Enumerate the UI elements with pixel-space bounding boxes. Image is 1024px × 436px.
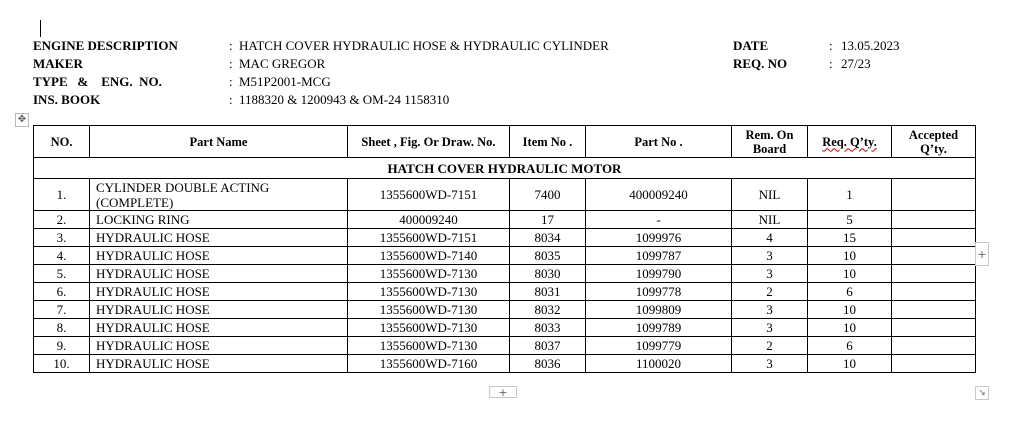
table-row <box>34 265 976 283</box>
header-value: 13.05.2023 <box>841 38 900 53</box>
header-left <box>33 37 683 109</box>
table-row <box>34 179 976 211</box>
cell-rem-on-board[interactable]: 2 <box>732 337 808 355</box>
cell-sheet[interactable]: 1355600WD-7130 <box>348 319 510 337</box>
header-field-ins-book <box>33 91 683 109</box>
cell-no[interactable]: 3. <box>34 229 90 247</box>
cell-part-no[interactable]: 1099789 <box>586 319 732 337</box>
col-header-no: NO. <box>34 126 90 158</box>
cell-accepted-qty[interactable] <box>892 355 976 373</box>
cell-no[interactable]: 4. <box>34 247 90 265</box>
cell-item-no[interactable]: 7400 <box>510 179 586 211</box>
col-header-req-qty-text: Req. Q’ty. <box>822 134 877 149</box>
cell-part-no[interactable]: 1099787 <box>586 247 732 265</box>
add-column-button[interactable] <box>975 242 989 266</box>
header-value: MAC GREGOR <box>239 56 326 71</box>
cell-rem-on-board[interactable]: 4 <box>732 229 808 247</box>
cell-accepted-qty[interactable] <box>892 319 976 337</box>
cell-accepted-qty[interactable] <box>892 179 976 211</box>
cell-accepted-qty[interactable] <box>892 337 976 355</box>
cell-item-no[interactable]: 8032 <box>510 301 586 319</box>
cell-no[interactable]: 1. <box>34 179 90 211</box>
text-cursor <box>40 20 41 37</box>
table-row <box>34 229 976 247</box>
cell-req-qty[interactable]: 10 <box>808 355 892 373</box>
table-row <box>34 211 976 229</box>
col-header-rem-on-board: Rem. On Board <box>732 126 808 158</box>
cell-part-name[interactable]: HYDRAULIC HOSE <box>90 265 348 283</box>
header-right <box>733 37 933 73</box>
cell-accepted-qty[interactable] <box>892 301 976 319</box>
header-value: M51P2001-MCG <box>239 74 331 89</box>
cell-sheet[interactable]: 1355600WD-7160 <box>348 355 510 373</box>
add-row-button[interactable] <box>489 386 517 398</box>
cell-item-no[interactable]: 8035 <box>510 247 586 265</box>
cell-part-no[interactable]: 400009240 <box>586 179 732 211</box>
header-field-date <box>733 37 933 55</box>
table-row <box>34 337 976 355</box>
cell-no[interactable]: 9. <box>34 337 90 355</box>
cell-part-no[interactable]: 1099779 <box>586 337 732 355</box>
cell-accepted-qty[interactable] <box>892 283 976 301</box>
header-colon: : <box>829 56 833 71</box>
col-header-accepted-qty <box>892 126 976 158</box>
cell-sheet[interactable]: 1355600WD-7151 <box>348 229 510 247</box>
header-field-req-no <box>733 55 933 73</box>
parts-table <box>33 125 976 373</box>
table-row <box>34 283 976 301</box>
col-header-req-qty <box>808 126 892 158</box>
header-colon: : <box>229 74 233 89</box>
cell-no[interactable]: 10. <box>34 355 90 373</box>
cell-sheet[interactable]: 1355600WD-7130 <box>348 337 510 355</box>
cell-req-qty[interactable]: 6 <box>808 283 892 301</box>
header-colon: : <box>229 92 233 107</box>
header-value: 27/23 <box>841 56 871 71</box>
cell-rem-on-board[interactable]: 3 <box>732 301 808 319</box>
cell-rem-on-board[interactable]: 3 <box>732 247 808 265</box>
header-label: REQ. NO <box>733 56 788 71</box>
table-row <box>34 319 976 337</box>
table-row <box>34 301 976 319</box>
cell-rem-on-board[interactable]: NIL <box>732 179 808 211</box>
cell-part-name[interactable]: HYDRAULIC HOSE <box>90 337 348 355</box>
cell-item-no[interactable]: 17 <box>510 211 586 229</box>
cell-part-no[interactable]: - <box>586 211 732 229</box>
col-header-item-no: Item No . <box>510 126 586 158</box>
cell-no[interactable]: 8. <box>34 319 90 337</box>
cell-item-no[interactable]: 8030 <box>510 265 586 283</box>
cell-sheet[interactable]: 1355600WD-7140 <box>348 247 510 265</box>
cell-req-qty[interactable]: 15 <box>808 229 892 247</box>
cell-req-qty[interactable]: 10 <box>808 301 892 319</box>
cell-no[interactable]: 6. <box>34 283 90 301</box>
cell-item-no[interactable]: 8036 <box>510 355 586 373</box>
header-value: 1188320 & 1200943 & OM-24 1158310 <box>239 92 450 107</box>
plus-icon: + <box>498 386 508 399</box>
cell-item-no[interactable]: 8037 <box>510 337 586 355</box>
cell-rem-on-board[interactable]: 3 <box>732 319 808 337</box>
cell-part-name[interactable]: LOCKING RING <box>90 211 348 229</box>
cell-part-no[interactable]: 1100020 <box>586 355 732 373</box>
header-label: TYPE & ENG. NO. <box>33 74 162 89</box>
cell-part-name[interactable]: HYDRAULIC HOSE <box>90 301 348 319</box>
cell-sheet[interactable]: 1355600WD-7130 <box>348 301 510 319</box>
plus-icon: + <box>977 248 987 261</box>
section-row <box>34 158 976 179</box>
header-colon: : <box>229 38 233 53</box>
cell-part-name[interactable]: HYDRAULIC HOSE <box>90 283 348 301</box>
table-row <box>34 355 976 373</box>
cell-part-name[interactable]: CYLINDER DOUBLE ACTING (COMPLETE) <box>90 179 348 211</box>
cell-no[interactable]: 7. <box>34 301 90 319</box>
header-colon: : <box>829 38 833 53</box>
cell-req-qty[interactable]: 10 <box>808 247 892 265</box>
cell-rem-on-board[interactable]: 3 <box>732 265 808 283</box>
cell-part-name[interactable]: HYDRAULIC HOSE <box>90 355 348 373</box>
cell-req-qty[interactable]: 6 <box>808 337 892 355</box>
cell-sheet[interactable]: 400009240 <box>348 211 510 229</box>
cell-rem-on-board[interactable]: NIL <box>732 211 808 229</box>
header-colon: : <box>229 56 233 71</box>
cell-part-no[interactable]: 1099976 <box>586 229 732 247</box>
cell-part-no[interactable]: 1099809 <box>586 301 732 319</box>
cell-req-qty[interactable]: 5 <box>808 211 892 229</box>
header-field-engine-description <box>33 37 683 55</box>
cell-no[interactable]: 2. <box>34 211 90 229</box>
header-field-maker <box>33 55 683 73</box>
cell-no[interactable]: 5. <box>34 265 90 283</box>
cell-part-no[interactable]: 1099790 <box>586 265 732 283</box>
table-body <box>34 158 976 373</box>
resize-icon[interactable] <box>975 386 989 400</box>
cell-part-name[interactable]: HYDRAULIC HOSE <box>90 247 348 265</box>
table-row <box>34 247 976 265</box>
cell-item-no[interactable]: 8033 <box>510 319 586 337</box>
cell-accepted-qty[interactable] <box>892 211 976 229</box>
cell-item-no[interactable]: 8031 <box>510 283 586 301</box>
cell-part-name[interactable]: HYDRAULIC HOSE <box>90 229 348 247</box>
cell-accepted-qty[interactable] <box>892 265 976 283</box>
cell-sheet[interactable]: 1355600WD-7151 <box>348 179 510 211</box>
col-header-accepted-qty-text: Accepted Q’ty. <box>908 127 959 156</box>
header-label: INS. BOOK <box>33 92 101 107</box>
header-label: DATE <box>733 38 769 53</box>
resize-glyph: ↘ <box>978 388 986 398</box>
header-label: MAKER <box>33 56 83 71</box>
move-glyph: ✥ <box>17 114 27 125</box>
move-icon[interactable] <box>15 113 29 127</box>
cell-part-no[interactable]: 1099778 <box>586 283 732 301</box>
col-header-part-name: Part Name <box>90 126 348 158</box>
cell-accepted-qty[interactable] <box>892 247 976 265</box>
cell-req-qty[interactable]: 1 <box>808 179 892 211</box>
col-header-sheet: Sheet , Fig. Or Draw. No. <box>348 126 510 158</box>
header-value: HATCH COVER HYDRAULIC HOSE & HYDRAULIC CYLINDER <box>239 38 609 53</box>
cell-rem-on-board[interactable]: 3 <box>732 355 808 373</box>
cell-req-qty[interactable]: 10 <box>808 265 892 283</box>
section-title: HATCH COVER HYDRAULIC MOTOR <box>34 158 976 179</box>
cell-part-name[interactable]: HYDRAULIC HOSE <box>90 319 348 337</box>
cell-rem-on-board[interactable]: 2 <box>732 283 808 301</box>
cell-sheet[interactable]: 1355600WD-7130 <box>348 265 510 283</box>
cell-sheet[interactable]: 1355600WD-7130 <box>348 283 510 301</box>
header-label: ENGINE DESCRIPTION <box>33 38 178 53</box>
cell-req-qty[interactable]: 10 <box>808 319 892 337</box>
table-header-row <box>34 126 976 158</box>
col-header-part-no: Part No . <box>586 126 732 158</box>
header-field-type-eng-no <box>33 73 683 91</box>
cell-item-no[interactable]: 8034 <box>510 229 586 247</box>
cell-accepted-qty[interactable] <box>892 229 976 247</box>
